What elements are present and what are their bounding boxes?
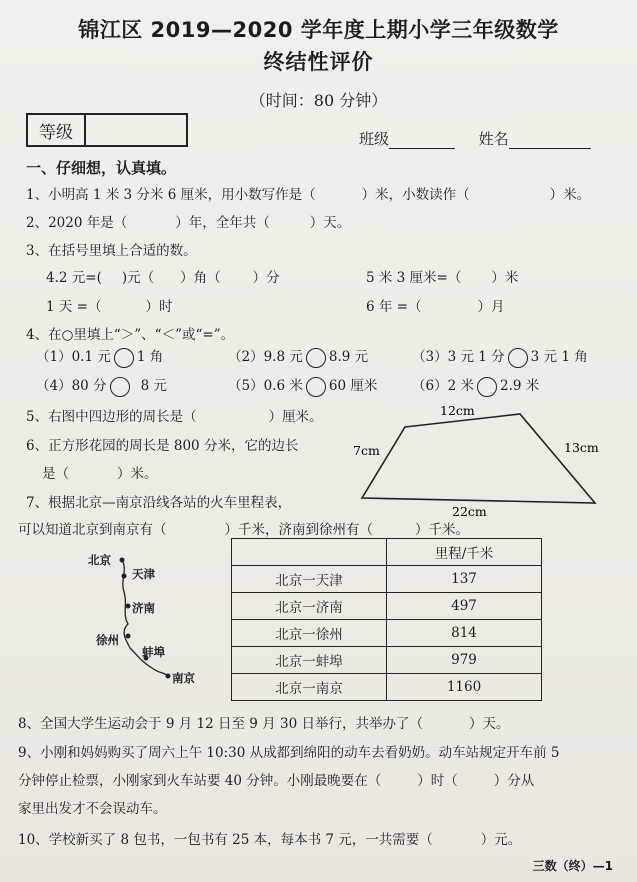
grade-field[interactable]	[86, 115, 186, 145]
q3-row-2-right	[366, 295, 504, 315]
q4-right: 3 元 1 角	[530, 349, 588, 365]
km-cell: 497	[387, 593, 542, 620]
q10-text-2: ）元。	[480, 832, 522, 848]
q4-item	[412, 374, 539, 397]
question-4: 4、在○里填上“＞”、“＜”或“=”。	[26, 327, 235, 343]
route-cell: 北京一蚌埠	[232, 647, 387, 674]
exam-title: 锦江区 2019—2020 学年度上期小学三年级数学	[78, 18, 559, 42]
section-heading: 一、仔细想，认真填。	[26, 159, 177, 177]
question-9-line-2	[18, 769, 534, 789]
q1-text-2: ）米，小数读作（	[361, 187, 470, 203]
question-6-line-2	[42, 462, 158, 482]
q3-text: ）角（	[180, 270, 221, 286]
route-cell: 北京一南京	[232, 674, 387, 701]
q4-left: （1）0.1 元	[36, 349, 111, 365]
q3-text: 5 米 3 厘米=（	[366, 270, 462, 286]
class-label: 班级	[359, 130, 390, 148]
side-top-label: 12cm	[440, 403, 475, 418]
q3-row-1-left	[46, 266, 280, 286]
route-cell: 北京一徐州	[232, 620, 387, 647]
station-beijing: 北京	[88, 553, 111, 567]
station-tianjin: 天津	[132, 567, 155, 581]
station-bengbu: 蚌埠	[142, 645, 165, 659]
q9-text: 分钟停止检票，小刚家到火车站要 40 分钟。小刚最晚要在（	[18, 773, 382, 789]
page-footer: 三数（终）—1	[532, 859, 613, 873]
table-row	[232, 593, 542, 620]
q4-item	[412, 345, 588, 368]
class-name-row	[359, 128, 591, 149]
km-cell: 1160	[387, 674, 542, 701]
q8-text: 8、全国大学生运动会于 9 月 12 日至 9 月 30 日举行，共举办了（	[18, 716, 423, 732]
q4-right: 8 元	[140, 378, 167, 394]
km-cell: 979	[387, 647, 542, 674]
q7-text-3: ）千米。	[415, 522, 469, 538]
station-nanjing: 南京	[172, 671, 195, 685]
q4-left: （4）80 分	[36, 378, 107, 394]
exam-subtitle: 终结性评价	[263, 50, 374, 74]
side-left-label: 7cm	[353, 443, 380, 458]
q4-item	[36, 374, 167, 397]
route-cell: 北京一天津	[232, 566, 387, 593]
name-label: 姓名	[478, 130, 509, 148]
table-header-distance: 里程/千米	[387, 539, 542, 566]
grade-box	[26, 113, 188, 147]
q2-text-3: ）天。	[309, 215, 351, 231]
q3-text: ）分	[252, 270, 280, 286]
table-row	[232, 566, 542, 593]
q5-text-2: ）厘米。	[268, 409, 323, 425]
q4-right: 60 厘米	[328, 378, 378, 394]
compare-circle[interactable]	[477, 377, 497, 397]
table-row	[232, 620, 542, 647]
q4-item	[228, 345, 368, 368]
side-bottom-label: 22cm	[452, 504, 487, 519]
q4-right: 8.9 元	[328, 349, 369, 365]
name-field[interactable]	[509, 132, 591, 149]
q7-text-2: ）千米，济南到徐州有（	[224, 522, 373, 538]
q7-text: 可以知道北京到南京有（	[18, 522, 167, 538]
q6-text-2: ）米。	[117, 466, 158, 482]
side-right-label: 13cm	[564, 440, 599, 455]
table-row	[232, 647, 542, 674]
q3-text: ）时	[145, 299, 173, 315]
km-cell: 814	[387, 620, 542, 647]
compare-circle[interactable]	[306, 377, 326, 397]
q1-text-3: ）米。	[549, 187, 591, 203]
question-9-line-3: 家里出发才不会误动车。	[18, 801, 167, 817]
q5-text: 5、右图中四边形的周长是（	[26, 409, 197, 425]
q8-text-2: ）天。	[468, 716, 510, 732]
q4-left: （2）9.8 元	[228, 349, 303, 365]
q4-left: （5）0.6 米	[228, 378, 303, 394]
q9-text-3: ）分从	[493, 773, 535, 789]
q3-text: ）月	[477, 299, 505, 315]
question-6: 6、正方形花园的周长是 800 分米，它的边长	[26, 438, 299, 454]
table-header-empty	[232, 539, 387, 566]
q4-right: 2.9 米	[499, 378, 540, 394]
compare-circle[interactable]	[306, 348, 326, 368]
compare-circle[interactable]	[114, 348, 134, 368]
question-3: 3、在括号里填上合适的数。	[26, 243, 197, 259]
question-10	[18, 828, 521, 848]
station-xuzhou: 徐州	[96, 633, 119, 647]
q4-item	[228, 374, 377, 397]
railway-map	[80, 544, 220, 694]
compare-circle[interactable]	[110, 377, 130, 397]
q3-text: 6 年 =（	[366, 299, 422, 315]
exam-time: （时间：80 分钟）	[249, 91, 388, 110]
q3-text: 4.2 元=(	[46, 270, 102, 286]
q10-text: 10、学校新买了 8 包书，一包书有 25 本，每本书 7 元，一共需要（	[18, 832, 433, 848]
q4-right: 1 角	[136, 349, 164, 365]
question-5	[26, 405, 323, 425]
q4-left: （6）2 米	[412, 378, 474, 394]
q3-row-1-right	[366, 266, 518, 286]
q3-text: )元（	[121, 270, 155, 286]
q9-text-2: ）时（	[417, 773, 458, 789]
question-8	[18, 712, 509, 732]
route-cell: 北京一济南	[232, 593, 387, 620]
distance-table	[231, 538, 542, 701]
grade-label: 等级	[28, 115, 86, 145]
question-7-line-2	[18, 518, 469, 538]
q3-row-2-left	[46, 295, 172, 315]
km-cell: 137	[387, 566, 542, 593]
class-field[interactable]	[389, 132, 455, 149]
compare-circle[interactable]	[508, 348, 528, 368]
quadrilateral-figure	[340, 398, 610, 520]
quadrilateral-shape	[362, 414, 595, 503]
table-row	[232, 674, 542, 701]
q1-text: 1、小明高 1 米 3 分米 6 厘米，用小数写作是（	[26, 187, 316, 203]
question-7: 7、根据北京—南京沿线各站的火车里程表，	[26, 495, 292, 511]
table-header-row	[232, 539, 542, 566]
q4-item	[36, 345, 163, 368]
q2-text-2: ）年，全年共（	[175, 215, 270, 231]
q3-text: ）米	[491, 270, 519, 286]
question-2	[26, 211, 350, 231]
question-9: 9、小刚和妈妈购买了周六上午 10:30 从成都到绵阳的动车去看奶奶。动车站规定开车前 5	[18, 745, 560, 761]
question-1	[26, 183, 590, 203]
q3-text: 1 天 =（	[46, 299, 102, 315]
q2-text: 2、2020 年是（	[26, 215, 128, 231]
station-jinan: 济南	[132, 601, 155, 615]
q6-text: 是（	[42, 466, 69, 482]
q4-left: （3）3 元 1 分	[412, 349, 505, 365]
